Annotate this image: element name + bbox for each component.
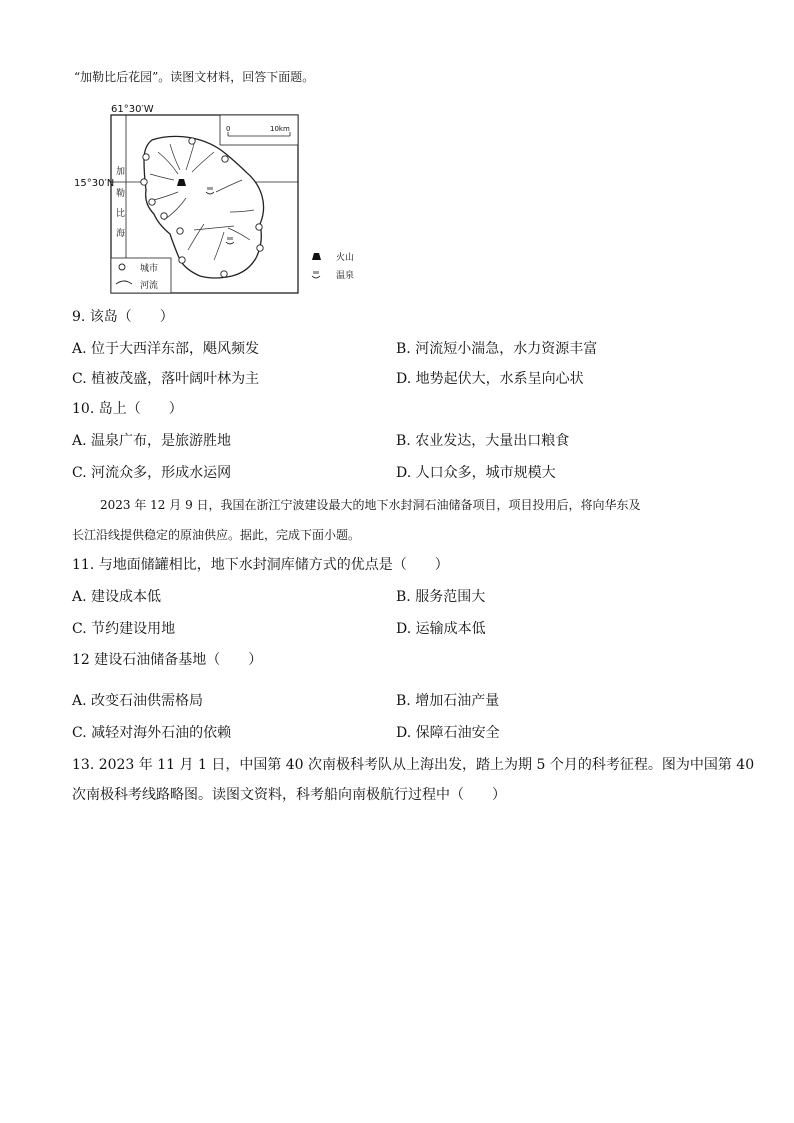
question-10-stem: 10. 岛上（ ）	[72, 401, 183, 417]
q9-option-b[interactable]: B. 河流短小湍急，水力资源丰富	[396, 341, 598, 357]
city-marker	[161, 213, 167, 219]
question-13-line-2: 次南极科考线路略图。读图文资料，科考船向南极航行过程中（ ）	[72, 787, 506, 803]
city-marker	[143, 154, 149, 160]
city-marker	[149, 199, 155, 205]
city-marker	[221, 271, 227, 277]
q11-option-c[interactable]: C. 节约建设用地	[72, 621, 176, 637]
q11-option-d[interactable]: D. 运输成本低	[396, 621, 486, 637]
city-marker	[257, 245, 263, 251]
q12-option-c[interactable]: C. 减轻对海外石油的依赖	[72, 725, 232, 741]
intro-text: “加勒比后花园”。读图文材料，回答下面题。	[74, 70, 315, 84]
scale-zero: 0	[226, 125, 231, 133]
q12-option-d[interactable]: D. 保障石油安全	[396, 725, 500, 741]
passage-2-line-2: 长江沿线提供稳定的原油供应。据此，完成下面小题。	[72, 528, 361, 542]
city-marker	[222, 156, 228, 162]
passage-2-line-1: 2023 年 12 月 9 日，我国在浙江宁波建设最大的地下水封洞石油储备项目，项目投用后，将向华东及	[100, 498, 641, 512]
island-map	[74, 100, 364, 300]
legend-volcano-label: 火山	[336, 253, 355, 263]
longitude-label: 61°30′W	[111, 104, 154, 115]
scale-end: 10km	[270, 125, 290, 133]
question-9-stem: 9. 该岛（ ）	[72, 309, 174, 325]
city-marker	[141, 179, 147, 185]
q11-option-b[interactable]: B. 服务范围大	[396, 589, 486, 605]
city-marker	[189, 138, 195, 144]
sea-label-3: 比	[116, 209, 126, 219]
q10-option-d[interactable]: D. 人口众多，城市规模大	[396, 465, 556, 481]
city-marker	[256, 224, 262, 230]
hot-spring-icon	[312, 271, 320, 278]
legend-river-label: 河流	[140, 281, 159, 291]
q11-option-a[interactable]: A. 建设成本低	[72, 589, 162, 605]
q10-option-a[interactable]: A. 温泉广布，是旅游胜地	[72, 433, 232, 449]
q9-option-a[interactable]: A. 位于大西洋东部，飓风频发	[72, 341, 260, 357]
q9-option-c[interactable]: C. 植被茂盛，落叶阔叶林为主	[72, 371, 260, 387]
question-13-line-1: 13. 2023 年 11 月 1 日，中国第 40 次南极科考队从上海出发，踏上为期 5 个月的科考征程。图为中国第 40	[72, 757, 755, 773]
city-circle-icon	[119, 264, 125, 270]
city-marker	[177, 228, 183, 234]
q12-option-a[interactable]: A. 改变石油供需格局	[72, 693, 204, 709]
question-12-stem: 12 建设石油储备基地（ ）	[72, 652, 263, 668]
q12-option-b[interactable]: B. 增加石油产量	[396, 693, 500, 709]
sea-label-2: 勒	[116, 189, 126, 199]
q10-option-c[interactable]: C. 河流众多，形成水运网	[72, 465, 232, 481]
volcano-icon	[312, 253, 321, 260]
legend-city-label: 城市	[140, 264, 159, 274]
city-marker	[179, 257, 185, 263]
sea-label-4: 海	[116, 229, 126, 239]
q9-option-d[interactable]: D. 地势起伏大，水系呈向心状	[396, 371, 584, 387]
latitude-label: 15°30′N	[74, 178, 115, 189]
island-outline	[144, 136, 264, 278]
q10-option-b[interactable]: B. 农业发达，大量出口粮食	[396, 433, 570, 449]
legend-hot-spring-label: 温泉	[336, 271, 355, 281]
question-11-stem: 11. 与地面储罐相比，地下水封洞库储方式的优点是（ ）	[72, 557, 449, 573]
sea-label-1: 加	[116, 167, 126, 177]
